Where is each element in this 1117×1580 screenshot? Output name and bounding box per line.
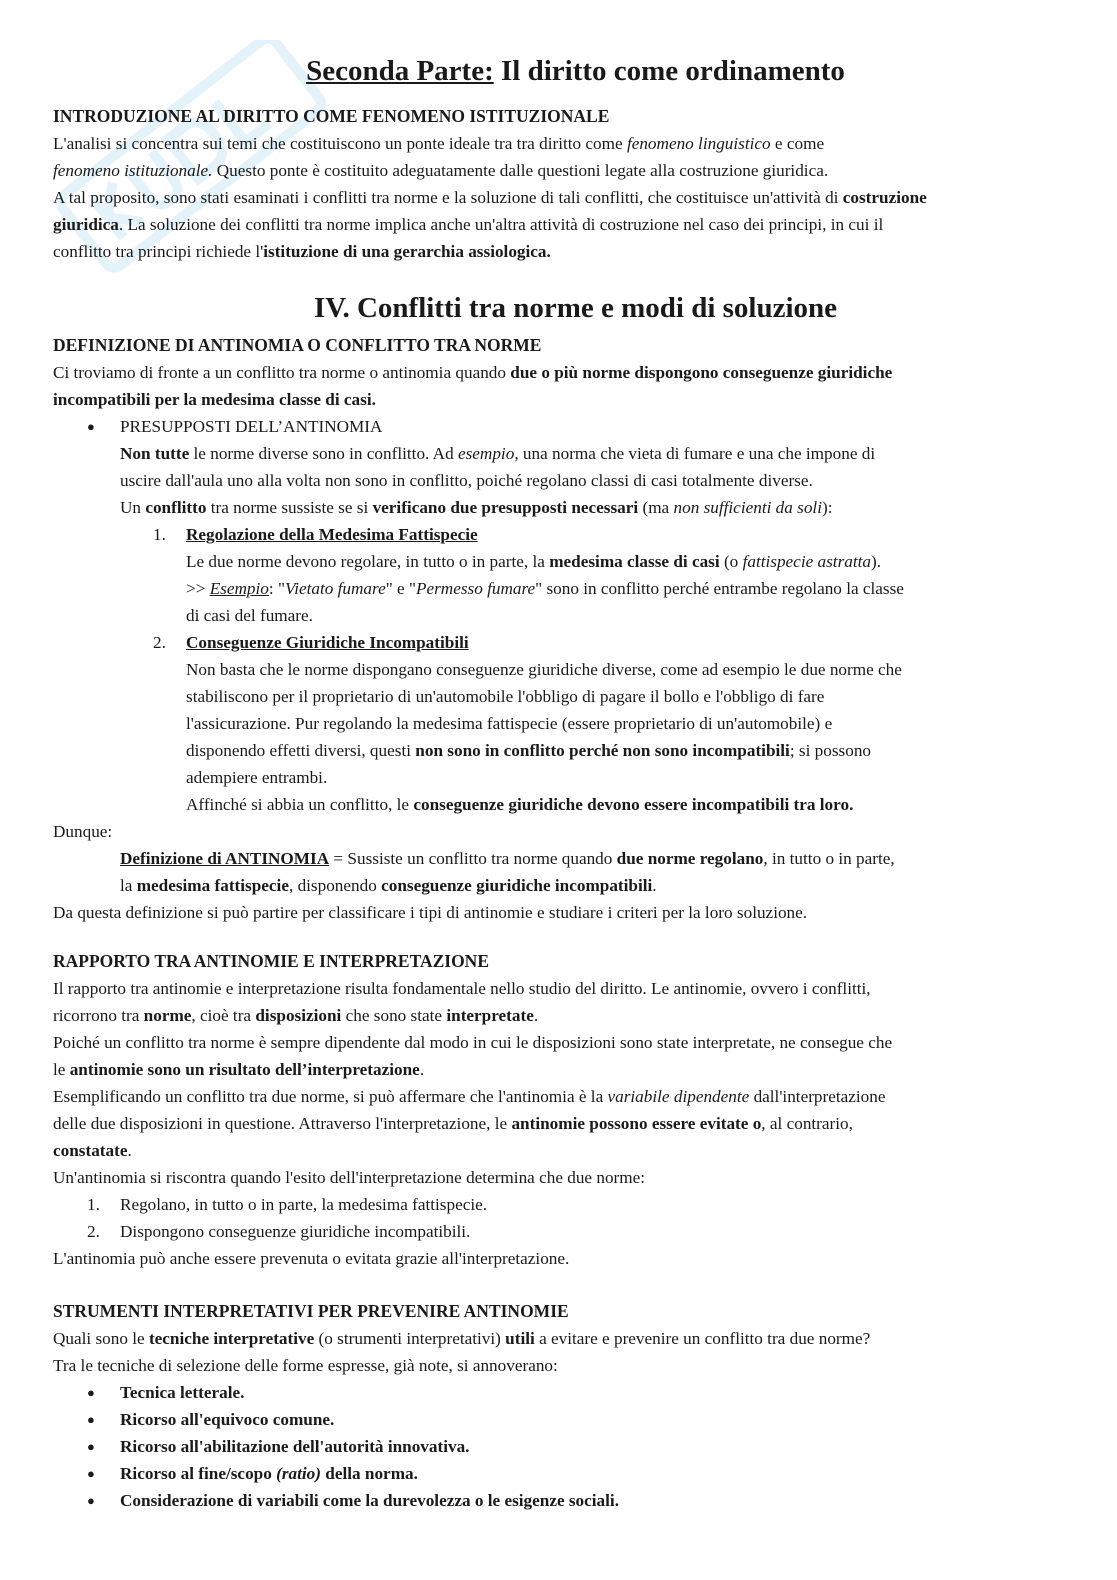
def-line-1: Ci troviamo di fronte a un conflitto tra norme o antinomia quando due o più norme dispongono conseguenze giuridiche [53, 363, 893, 382]
document-page [53, 52, 1098, 1514]
list-item: ● Ricorso al fine/scopo (ratio) della norma. [53, 1460, 1098, 1487]
definition-line-2: la medesima fattispecie, disponendo conseguenze giuridiche incompatibili. [120, 876, 657, 895]
intro-line-2: fenomeno istituzionale. Questo ponte è costituito adeguatamente dalle questioni legate alla costruzione giuridica. [53, 161, 829, 180]
numbered-item-2: 2. Conseguenze Giuridiche Incompatibili [153, 633, 469, 652]
list-item: ● Tecnica letterale. [53, 1379, 1098, 1406]
strumenti-line-2: Tra le tecniche di selezione delle forme espresse, già note, si annoverano: [53, 1356, 558, 1375]
definition-line-3: Da questa definizione si può partire per classificare i tipi di antinomie e studiare i criteri per la loro soluzione. [53, 903, 808, 922]
definition-line-1: Definizione di ANTINOMIA = Sussiste un conflitto tra norme quando due norme regolano, in tutto o in parte, [120, 849, 895, 868]
intro-line-1: L'analisi si concentra sui temi che costituiscono un ponte ideale tra tra diritto come fenomeno linguistico e come [53, 134, 825, 153]
list-item: ● Considerazione di variabili come la durevolezza o le esigenze sociali. [53, 1487, 1098, 1514]
section-heading-definizione: DEFINIZIONE DI ANTINOMIA O CONFLITTO TRA NORME [53, 335, 542, 355]
item2-line-1: Non basta che le norme dispongano conseguenze giuridiche diverse, come ad esempio le due norme che [186, 660, 902, 679]
item1-line-2: >> Esempio: "Vietato fumare" e "Permesso fumare" sono in conflitto perché entrambe regolano la classe [186, 579, 904, 598]
list-item: ● Ricorso all'equivoco comune. [53, 1406, 1098, 1433]
bullet-icon: ● [87, 1385, 95, 1400]
bullet-icon: ● [87, 419, 95, 434]
item2-line-3: l'assicurazione. Pur regolando la medesima fattispecie (essere proprietario di un'automobile) e [186, 714, 833, 733]
item2-line-6: Affinché si abbia un conflitto, le conseguenze giuridiche devono essere incompatibili tra loro. [186, 795, 854, 814]
list-item: 2. Dispongono conseguenze giuridiche incompatibili. [87, 1222, 471, 1241]
bullet-icon: ● [87, 1493, 95, 1508]
rapporto-line-7: constatate. [53, 1141, 132, 1160]
rapporto-line-5: Esemplificando un conflitto tra due norme, si può affermare che l'antinomia è la variabile dipendente dall'interpretazione [53, 1087, 886, 1106]
bullet-icon: ● [87, 1439, 95, 1454]
chapter-title: IV. Conflitti tra norme e modi di soluzione [313, 292, 838, 324]
section-heading-rapporto: RAPPORTO TRA ANTINOMIE E INTERPRETAZIONE [53, 951, 489, 971]
def-line-2: incompatibili per la medesima classe di casi. [53, 390, 376, 409]
bullet-presupposti: ● PRESUPPOSTI DELL’ANTINOMIA [53, 413, 1098, 440]
rapporto-line-1: Il rapporto tra antinomie e interpretazione risulta fondamentale nello studio del diritto. Le antinomie, ovvero i conflitti, [53, 979, 871, 998]
presupposti-line-1: Non tutte le norme diverse sono in conflitto. Ad esempio, una norma che vieta di fumare e una che impone di [120, 444, 876, 463]
bullet-icon: ● [87, 1466, 95, 1481]
rapporto-line-2: ricorrono tra norme, cioè tra disposizioni che sono state interpretate. [53, 1006, 539, 1025]
item1-line-3: di casi del fumare. [186, 606, 313, 625]
title-part: Seconda Parte: [306, 55, 494, 87]
section-heading-strumenti: STRUMENTI INTERPRETATIVI PER PREVENIRE ANTINOMIE [53, 1301, 569, 1321]
page-title [53, 52, 1098, 90]
presupposti-line-2: uscire dall'aula uno alla volta non sono in conflitto, poiché regolano classi di casi totalmente diverse. [120, 471, 813, 490]
rapporto-line-9: L'antinomia può anche essere prevenuta o evitata grazie all'interpretazione. [53, 1249, 570, 1268]
rapporto-line-4: le antinomie sono un risultato dell’interpretazione. [53, 1060, 425, 1079]
intro-line-4: giuridica. La soluzione dei conflitti tra norme implica anche un'altra attività di costruzione nel caso dei principi, in cui il [53, 215, 884, 234]
item2-line-4: disponendo effetti diversi, questi non sono in conflitto perché non sono incompatibili; si possono [186, 741, 872, 760]
intro-line-5: conflitto tra principi richiede l'istituzione di una gerarchia assiologica. [53, 242, 551, 261]
numbered-item-1: 1. Regolazione della Medesima Fattispecie [153, 525, 478, 544]
title-rest: Il diritto come ordinamento [493, 55, 845, 87]
dunque-label: Dunque: [53, 822, 113, 841]
intro-line-3: A tal proposito, sono stati esaminati i conflitti tra norme e la soluzione di tali conflitti, che costituisce un'attività di costruzione [53, 188, 927, 207]
item1-line-1: Le due norme devono regolare, in tutto o in parte, la medesima classe di casi (o fattispecie astratta). [186, 552, 882, 571]
list-item: ● Ricorso all'abilitazione dell'autorità innovativa. [53, 1433, 1098, 1460]
rapporto-line-8: Un'antinomia si riscontra quando l'esito dell'interpretazione determina che due norme: [53, 1168, 646, 1187]
section-heading-intro: INTRODUZIONE AL DIRITTO COME FENOMENO ISTITUZIONALE [53, 106, 610, 126]
bullet-icon: ● [87, 1412, 95, 1427]
strumenti-line-1: Quali sono le tecniche interpretative (o strumenti interpretativi) utili a evitare e prevenire un conflitto tra due norme? [53, 1329, 871, 1348]
list-item: 1. Regolano, in tutto o in parte, la medesima fattispecie. [87, 1195, 488, 1214]
item2-line-5: adempiere entrambi. [186, 768, 328, 787]
rapporto-line-3: Poiché un conflitto tra norme è sempre dipendente dal modo in cui le disposizioni sono state interpretate, ne consegue che [53, 1033, 893, 1052]
item2-line-2: stabiliscono per il proprietario di un'automobile l'obbligo di pagare il bollo e l'obbligo di fare [186, 687, 825, 706]
rapporto-line-6: delle due disposizioni in questione. Attraverso l'interpretazione, le antinomie possono essere evitate o, al contrario, [53, 1114, 853, 1133]
presupposti-line-3: Un conflitto tra norme sussiste se si verificano due presupposti necessari (ma non sufficienti da soli): [120, 498, 833, 517]
